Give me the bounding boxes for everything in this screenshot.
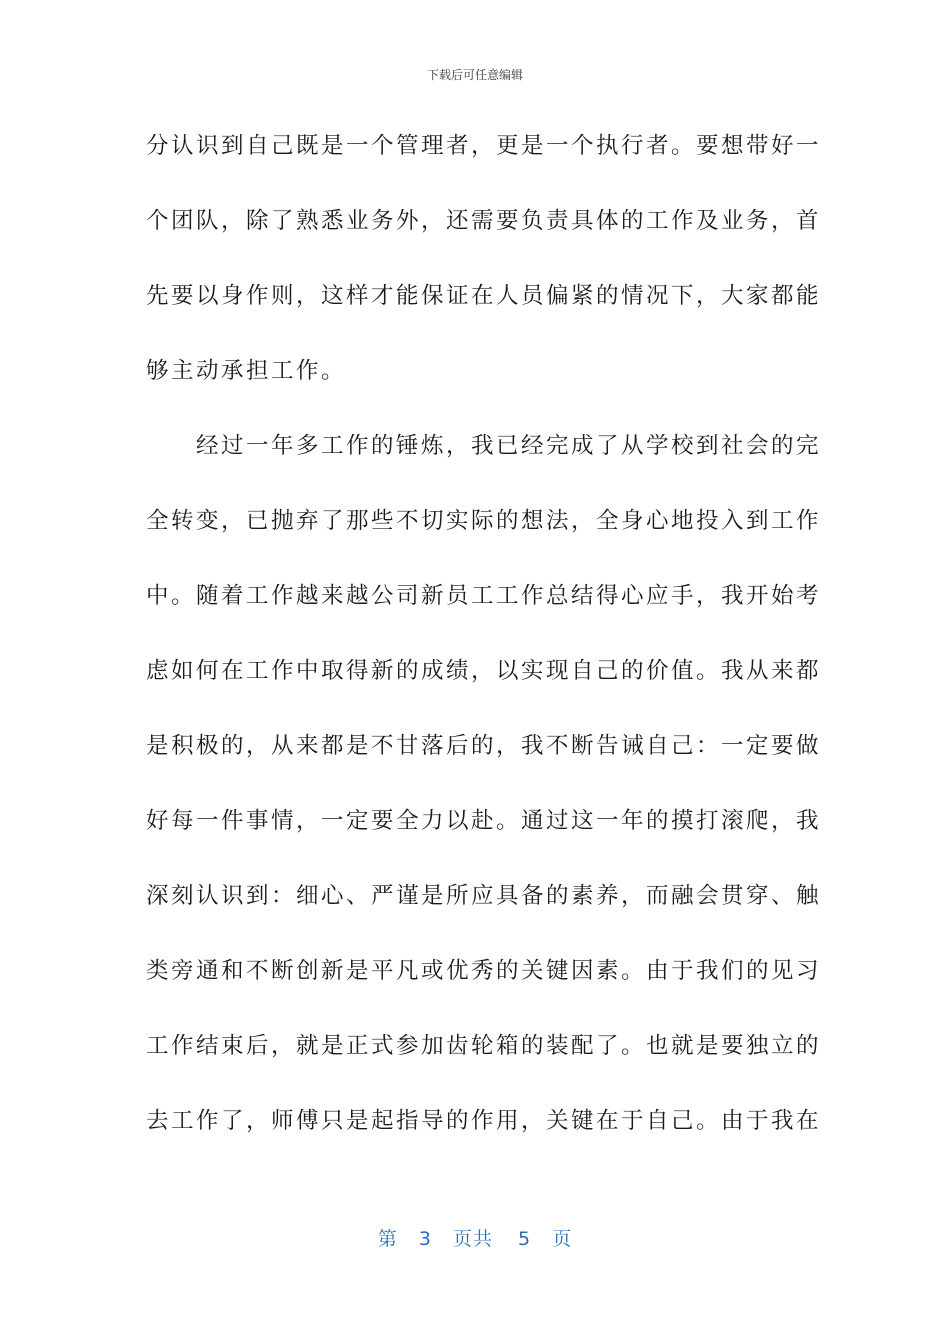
footer-total-pages: 5 [518, 1228, 532, 1250]
footer-current-page: 3 [418, 1228, 432, 1250]
text-line: 个团队，除了熟悉业务外，还需要负责具体的工作及业务，首 [146, 208, 822, 234]
text-line: 虑如何在工作中取得新的成绩，以实现自己的价值。我从来都 [146, 658, 822, 684]
text-line: 深刻认识到：细心、严谨是所应具备的素养，而融会贯穿、触 [146, 883, 822, 909]
text-line: 工作结束后，就是正式参加齿轮箱的装配了。也就是要独立的 [146, 1033, 822, 1059]
text-line: 先要以身作则，这样才能保证在人员偏紧的情况下，大家都能 [146, 283, 822, 309]
document-body [146, 124, 822, 1174]
text-line: 类旁通和不断创新是平凡或优秀的关键因素。由于我们的见习 [146, 958, 822, 984]
text-line: 经过一年多工作的锤炼，我已经完成了从学校到社会的完 [146, 433, 822, 459]
page-footer [0, 1224, 950, 1251]
text-line: 是积极的，从来都是不甘落后的，我不断告诫自己：一定要做 [146, 733, 822, 759]
page-header-note: 下载后可任意编辑 [426, 68, 523, 82]
text-line: 中。随着工作越来越公司新员工工作总结得心应手，我开始考 [146, 583, 822, 609]
footer-middle: 页共 [452, 1228, 493, 1250]
text-line: 分认识到自己既是一个管理者，更是一个执行者。要想带好一 [146, 133, 822, 159]
text-line: 去工作了，师傅只是起指导的作用，关键在于自己。由于我在 [146, 1108, 822, 1134]
footer-prefix: 第 [377, 1228, 398, 1250]
footer-suffix: 页 [552, 1228, 573, 1250]
text-line: 全转变，已抛弃了那些不切实际的想法，全身心地投入到工作 [146, 508, 822, 534]
text-line: 够主动承担工作。 [146, 358, 347, 384]
text-line: 好每一件事情，一定要全力以赴。通过这一年的摸打滚爬，我 [146, 808, 822, 834]
